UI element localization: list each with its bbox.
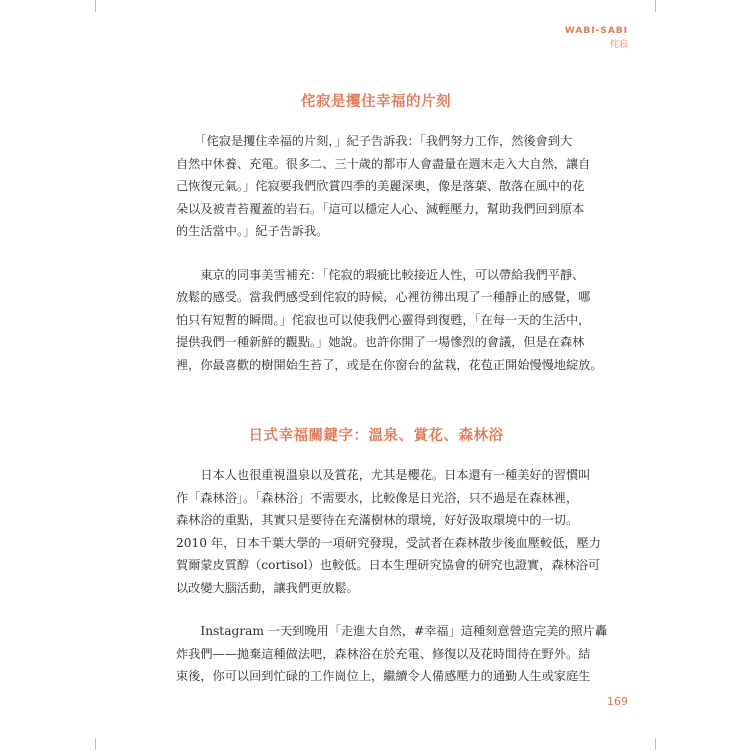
section-title: 侘寂是攫住幸福的片刻 <box>301 93 451 110</box>
text-line: 炸我們——拋棄這種做法吧，森林浴在於充電、修復以及花時間待在野外。結 <box>176 646 591 661</box>
paragraph <box>176 264 603 377</box>
text-line: 己恢復元氣。」侘寂要我們欣賞四季的美麗深奧，像是落葉、散落在風中的花 <box>176 179 585 193</box>
text-line: 作「森林浴」。「森林浴」不需要水，比較像是日光浴，只不過是在森林裡， <box>176 490 579 505</box>
crop-mark <box>655 0 656 12</box>
text-line: 怕只有短暫的瞬間。」侘寂也可以使我們心靈得到復甦，「在每一天的生活中， <box>176 312 591 327</box>
running-head-chinese: 侘寂 <box>609 40 628 50</box>
text-line: 日本人也很重視溫泉以及賞花，尤其是櫻花。日本還有一種美好的習慣叫 <box>176 468 591 482</box>
page-number: 169 <box>607 695 628 708</box>
section-title: 日式幸福關鍵字：溫泉、賞花、森林浴 <box>248 427 504 444</box>
text-line: 放鬆的感受。當我們感受到侘寂的時候，心裡彷彿出現了一種靜止的感覺，哪 <box>176 290 591 304</box>
crop-mark <box>655 738 656 750</box>
crop-mark <box>95 738 96 750</box>
text-line: 「侘寂是攫住幸福的片刻，」紀子告訴我：「我們努力工作，然後會到大 <box>176 134 573 148</box>
text-line: 朵以及被青苔覆蓋的岩石。「這可以穩定人心、減輕壓力，幫助我們回到原本 <box>176 201 585 216</box>
text-line: 裡，你最喜歡的樹開始生苔了，或是在你窗台的盆栽，花苞正開始慢慢地綻放。 <box>176 357 603 372</box>
running-head-english: WABI-SABI <box>564 26 628 36</box>
text-line: 2010 年，日本千葉大學的一項研究發現，受試者在森林散步後血壓較低，壓力 <box>176 535 601 550</box>
section-spacer <box>176 376 576 424</box>
text-line: 的生活當中。」紀子告訴我。 <box>176 224 329 238</box>
text-line: 賀爾蒙皮質醇（cortisol）也較低。日本生理研究協會的研究也證實，森林浴可 <box>176 558 601 572</box>
running-head <box>565 24 628 52</box>
paragraph <box>176 464 601 599</box>
paragraph <box>176 620 608 688</box>
text-line: Instagram 一天到晚用「走進大自然，#幸福」這種刻意營造完美的照片轟 <box>176 624 608 638</box>
text-line: 提供我們一種新鮮的觀點。」她說。也許你開了一場慘烈的會議，但是在森林 <box>176 335 585 349</box>
text-line: 森林浴的重點，其實只是要待在充滿樹林的環境，好好汲取環境中的一切。 <box>176 513 579 527</box>
text-line: 自然中休養、充電。很多二、三十歲的都市人會盡量在週末走入大自然，讓自 <box>176 156 591 171</box>
text-line: 以改變大腦活動，讓我們更放鬆。 <box>176 580 359 595</box>
paragraph-spacer <box>176 599 576 620</box>
paragraph-spacer <box>176 243 576 264</box>
text-line: 東京的同事美雪補充：「侘寂的瑕疵比較接近人性，可以帶給我們平靜、 <box>176 267 585 282</box>
text-line: 束後，你可以回到忙碌的工作崗位上，繼續令人備感壓力的通勤人生或家庭生 <box>176 669 591 683</box>
page-content <box>176 90 608 688</box>
crop-mark <box>95 0 96 12</box>
paragraph <box>176 130 591 243</box>
